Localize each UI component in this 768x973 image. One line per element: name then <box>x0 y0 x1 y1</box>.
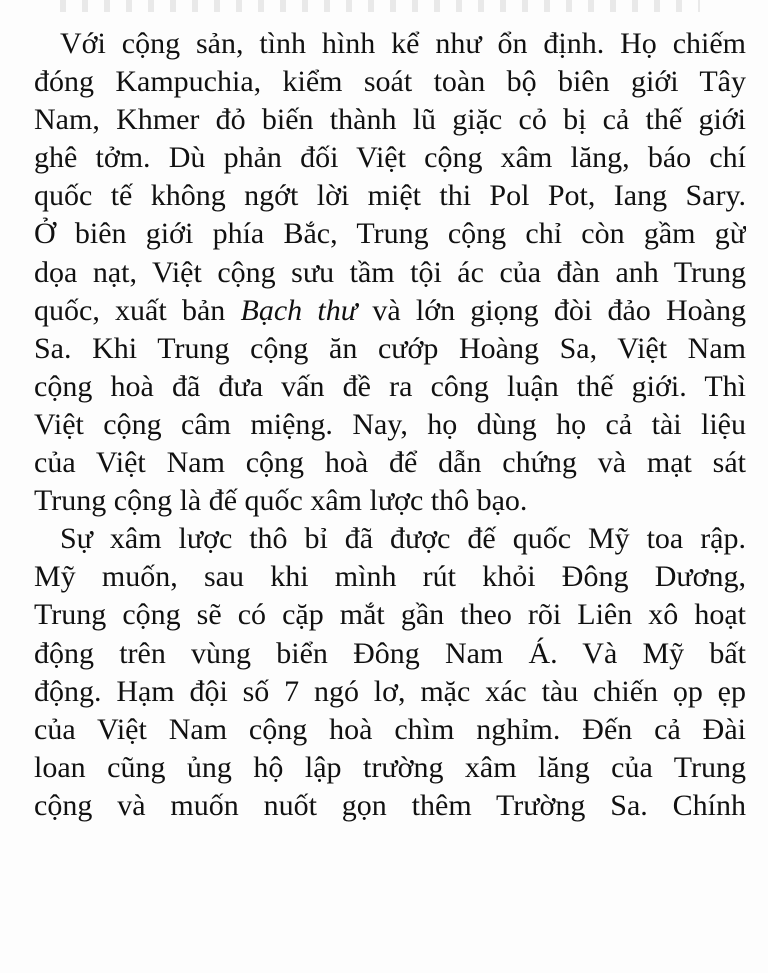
text-line: Trung cộng là đế quốc xâm lược thô bạo. <box>34 484 528 518</box>
text-line: ghê tởm. Dù phản đối Việt cộng xâm lăng, báo chí <box>34 141 746 175</box>
text-line: loan cũng ủng hộ lập trường xâm lăng của Trung <box>34 750 746 784</box>
text-line: của Việt Nam cộng hoà để dẫn chứng và mạt sát <box>34 446 746 480</box>
text-line: của Việt Nam cộng hoà chìm nghỉm. Đến cả Đài <box>34 712 746 746</box>
text-line: Sự xâm lược thô bỉ đã được đế quốc Mỹ toa rập. <box>60 522 746 556</box>
text-line: đóng Kampuchia, kiểm soát toàn bộ biên giới Tây <box>34 65 746 99</box>
text-line: Nam, Khmer đỏ biến thành lũ giặc cỏ bị cả thế giới <box>34 103 746 137</box>
text-segment: quốc, xuất bản <box>34 293 241 327</box>
page-body-text <box>34 25 746 825</box>
text-line: Trung cộng sẽ có cặp mắt gần theo rõi Liên xô hoạt <box>34 598 746 632</box>
text-line: Việt cộng câm miệng. Nay, họ dùng họ cả tài liệu <box>34 407 746 441</box>
text-line: quốc tế không ngớt lời miệt thi Pol Pot, Iang Sary. <box>34 179 746 213</box>
book-title-italic: Bạch thư <box>240 293 358 327</box>
text-line: động trên vùng biển Đông Nam Á. Và Mỹ bất <box>34 636 746 670</box>
text-line: dọa nạt, Việt cộng sưu tầm tội ác của đàn anh Trung <box>34 255 746 289</box>
previous-page-bleed-through <box>60 0 700 12</box>
text-line <box>34 292 746 330</box>
text-segment: và lớn giọng đòi đảo Hoàng <box>357 293 746 327</box>
text-line: Ở biên giới phía Bắc, Trung cộng chỉ còn gầm gừ <box>34 217 746 251</box>
paragraph-2 <box>34 520 746 825</box>
text-line: động. Hạm đội số 7 ngó lơ, mặc xác tàu chiến ọp ẹp <box>34 674 746 708</box>
text-line: Mỹ muốn, sau khi mình rút khỏi Đông Dương, <box>34 560 746 594</box>
text-line: Với cộng sản, tình hình kể như ổn định. Họ chiếm <box>60 27 746 60</box>
text-line: cộng và muốn nuốt gọn thêm Trường Sa. Chính <box>34 788 746 822</box>
paragraph-1 <box>34 25 746 520</box>
text-line: cộng hoà đã đưa vấn đề ra công luận thế giới. Thì <box>34 369 746 403</box>
text-line: Sa. Khi Trung cộng ăn cướp Hoàng Sa, Việt Nam <box>34 331 746 365</box>
